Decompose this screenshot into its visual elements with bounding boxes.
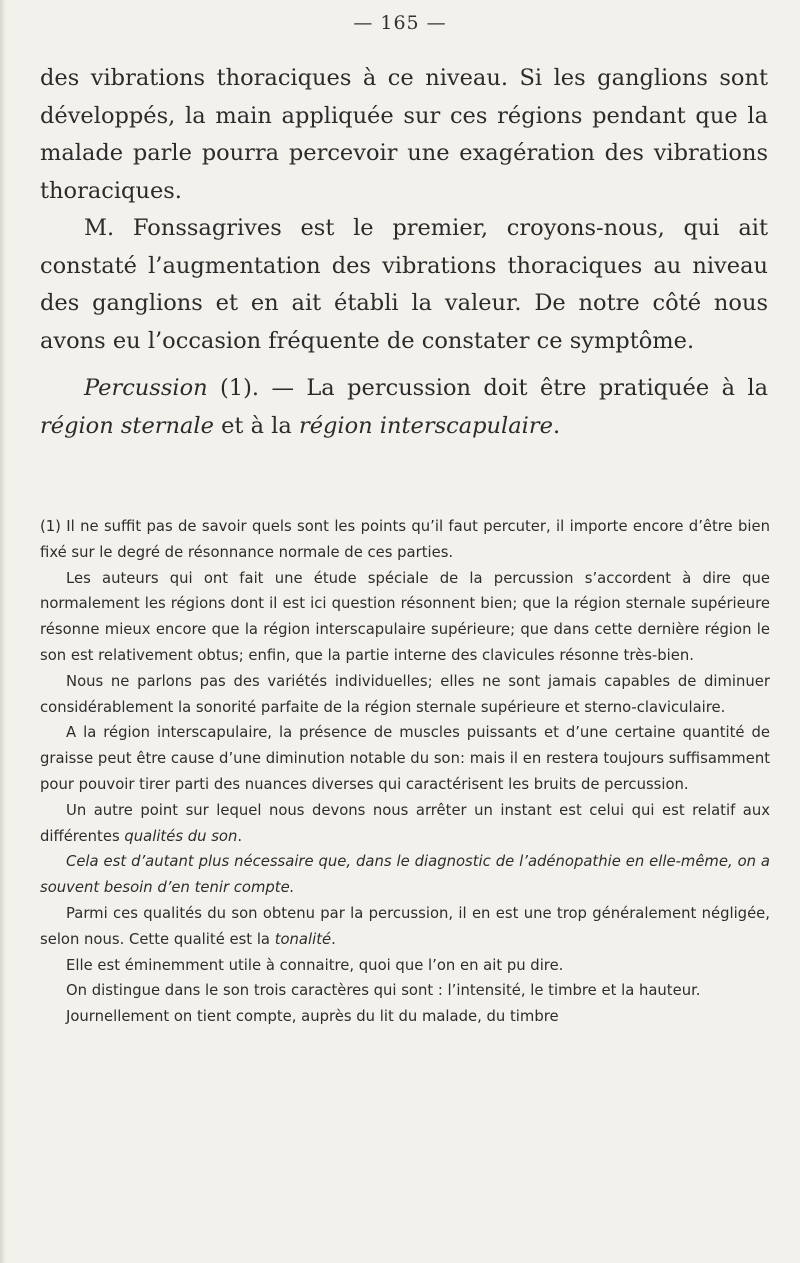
percussion-term: Percussion [84, 375, 208, 401]
footnote-block [40, 514, 770, 1030]
page-number: — 165 — [353, 12, 447, 34]
percussion-mid: et à la [213, 412, 299, 439]
region-sternale: région sternale [40, 412, 214, 439]
percussion-ref: (1). — La percussion doit être pratiquée à la [207, 375, 768, 401]
main-text [40, 60, 768, 445]
footnote-paragraph [40, 798, 770, 850]
footnote-paragraph: A la région interscapulaire, la présence de muscles puissants et d’une certaine quantité de graisse peut être cause d’une diminution notable du son: mais il en restera toujours suffisamment pour pouvoir tirer parti des nuances diverses qui caractérisent les bruits de percussion. [40, 724, 770, 793]
footnote-paragraph: Cela est d’autant plus nécessaire que, dans le diagnostic de l’adénopathie en elle-même, on a souvent besoin d’en tenir compte. [40, 853, 770, 897]
footnote-text: . [331, 930, 336, 948]
tonalite: tonalité [274, 930, 332, 948]
footnote-text: Un autre point sur lequel nous devons nous arrêter un instant est celui qui est relatif aux différentes [40, 801, 770, 845]
region-interscapulaire: région interscapulaire [298, 412, 553, 439]
footnote-paragraph: Les auteurs qui ont fait une étude spéciale de la percussion s’accordent à dire que normalement les régions dont il est ici question résonnent bien; que la région sternale supérieure résonne mieux encore que la région interscapulaire supérieure; que dans cette dernière région le son est relativement obtus; enfin, que la partie interne des clavicules résonne très-bien. [40, 569, 770, 664]
footnote-1: (1) Il ne suffit pas de savoir quels sont les points qu’il faut percuter, il importe encore d’être bien fixé sur le degré de résonnance normale de ces parties. [40, 518, 770, 561]
paragraph-vibrations: des vibrations thoraciques à ce niveau. Si les ganglions sont développés, la main appliquée sur ces régions pendant que la malade parle pourra percevoir une exagération des vibrations thoraciques. [40, 65, 768, 204]
footnote-paragraph [40, 901, 770, 953]
page-edge-shadow [0, 0, 6, 1263]
footnote-paragraph: On distingue dans le son trois caractères qui sont : l’intensité, le timbre et la hauteur. [66, 982, 701, 1000]
footnote-text: . [237, 827, 243, 845]
footnote-text: Parmi ces qualités du son obtenu par la percussion, il en est une trop généralement négligée, selon nous. Cette qualité est la [40, 904, 770, 948]
paragraph-percussion [40, 370, 768, 445]
paragraph-fonssagrives: M. Fonssagrives est le premier, croyons-nous, qui ait constaté l’augmentation des vibrations thoraciques au niveau des ganglions et en ait établi la valeur. De notre côté nous avons eu l’occasion fréquente de constater ce symptôme. [40, 215, 768, 354]
qualites-du-son: qualités du son [124, 827, 238, 845]
percussion-end: . [552, 412, 561, 439]
footnote-paragraph: Nous ne parlons pas des variétés individuelles; elles ne sont jamais capables de diminuer considérablement la sonorité parfaite de la région sternale supérieure et sterno-claviculaire. [40, 672, 770, 716]
footnote-paragraph: Journellement on tient compte, auprès du lit du malade, du timbre [66, 1008, 559, 1026]
footnote-paragraph: Elle est éminemment utile à connaitre, quoi que l’on en ait pu dire. [66, 956, 564, 974]
